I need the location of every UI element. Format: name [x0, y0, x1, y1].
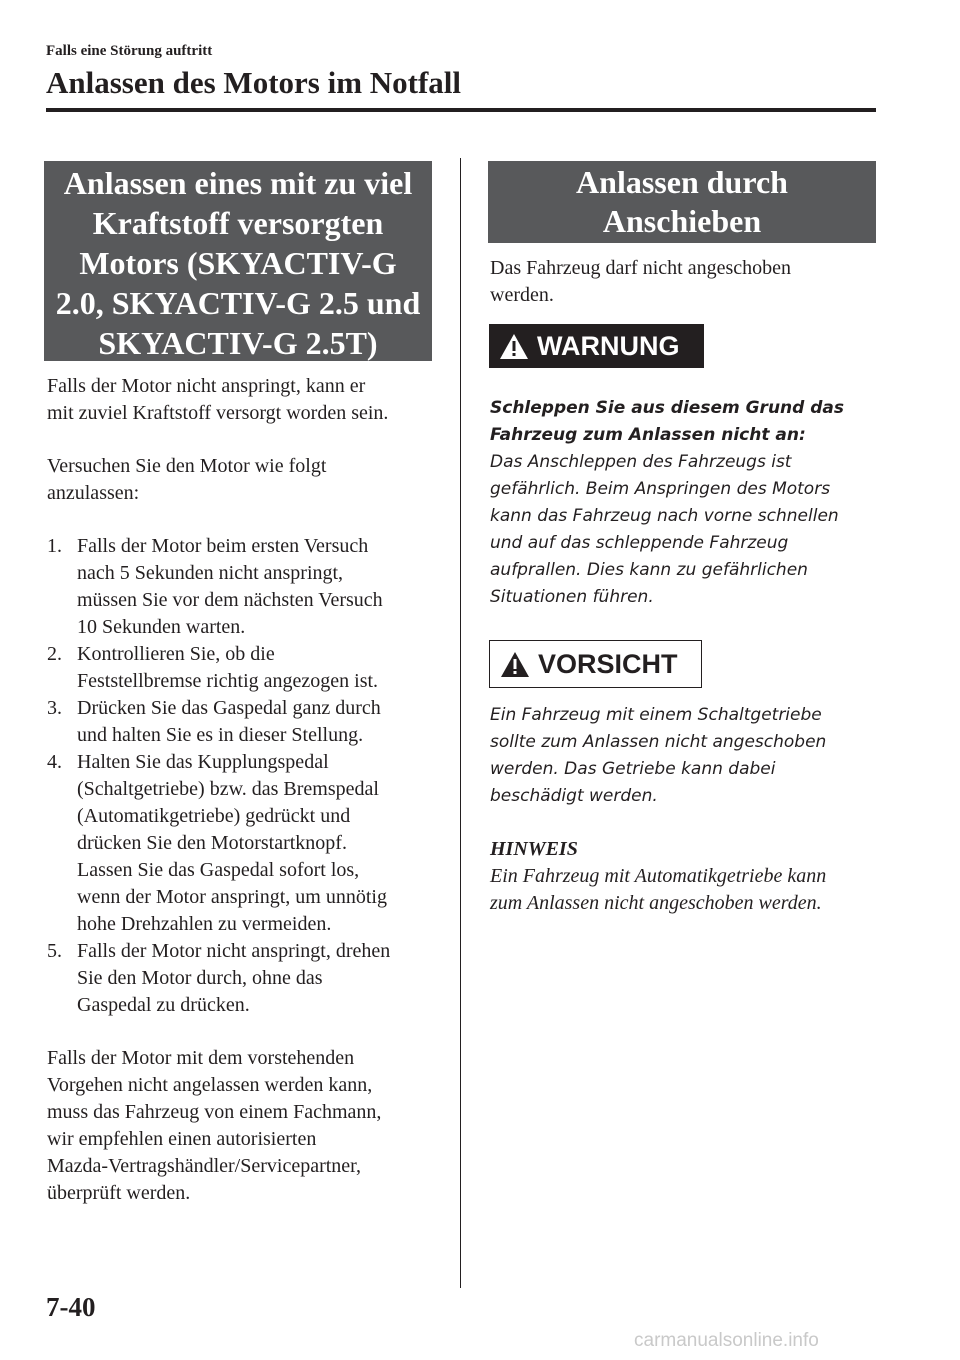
page-number: 7-40 [46, 1292, 96, 1322]
text-line: und auf das schleppende Fahrzeug [490, 533, 789, 553]
text-line: Ein Fahrzeug mit einem Schaltgetriebe [490, 705, 822, 725]
text-line: 10 Sekunden warten. [77, 616, 246, 638]
step-item [47, 938, 447, 1019]
text-line: Falls der Motor nicht anspringt, kann er [47, 375, 366, 397]
intro-paragraph [490, 255, 882, 309]
text-line: Halten Sie das Kupplungspedal [77, 751, 329, 773]
intro-paragraph [47, 373, 447, 427]
heading-line: Motors (SKYACTIV-G [79, 245, 397, 281]
note-block [490, 836, 882, 917]
heading-line: Anschieben [602, 203, 762, 239]
step-number: 3. [47, 697, 62, 719]
caution-triangle-icon [500, 651, 530, 678]
text-line: Sie den Motor durch, ohne das [77, 967, 323, 989]
text-line: Vorgehen nicht angelassen werden kann, [47, 1074, 373, 1096]
step-text [77, 938, 447, 1019]
step-item [47, 695, 447, 749]
column-divider [460, 158, 461, 1288]
step-text [77, 749, 447, 938]
text-line: (Automatikgetriebe) gedrückt und [77, 805, 351, 827]
step-number: 1. [47, 535, 62, 557]
text-line: überprüft werden. [47, 1182, 191, 1204]
text-line: nach 5 Sekunden nicht anspringt, [77, 562, 344, 584]
text-line: sollte zum Anlassen nicht angeschoben [490, 732, 827, 752]
left-column [47, 373, 447, 1207]
text-line: Ein Fahrzeug mit Automatikgetriebe kann [490, 865, 827, 887]
step-text [77, 641, 447, 695]
warning-triangle-icon [499, 333, 529, 360]
step-number: 4. [47, 751, 62, 773]
text-line: hohe Drehzahlen zu vermeiden. [77, 913, 332, 935]
text-line: Lassen Sie das Gaspedal sofort los, [77, 859, 360, 881]
text-line: Falls der Motor nicht anspringt, drehen [77, 940, 391, 962]
step-item [47, 749, 447, 938]
text-line: Mazda-Vertragshändler/Servicepartner, [47, 1155, 362, 1177]
header-rule [46, 108, 876, 112]
text-line: wenn der Motor anspringt, um unnötig [77, 886, 387, 908]
text-line: zum Anlassen nicht angeschoben werden. [490, 892, 822, 914]
text-line: Feststellbremse richtig angezogen ist. [77, 670, 379, 692]
text-line: werden. Das Getriebe kann dabei [490, 759, 776, 779]
caution-text [490, 702, 870, 810]
section-heading-flooded-engine [44, 161, 432, 361]
instruction-paragraph [47, 453, 447, 507]
text-line: Das Fahrzeug darf nicht angeschoben [490, 257, 791, 279]
text-line: und halten Sie es in dieser Stellung. [77, 724, 364, 746]
warning-text [490, 395, 870, 611]
heading-line: Kraftstoff versorgten [92, 205, 384, 241]
heading-line: SKYACTIV-G 2.5T) [98, 325, 378, 361]
caution-badge [489, 640, 702, 688]
text-line: muss das Fahrzeug von einem Fachmann, [47, 1101, 382, 1123]
section-heading-push-start [488, 161, 876, 243]
watermark: carmanualsonline.info [634, 1330, 819, 1351]
warning-body [490, 449, 870, 611]
text-line: Falls der Motor beim ersten Versuch [77, 535, 369, 557]
warning-badge [489, 324, 704, 368]
text-line: gefährlich. Beim Anspringen des Motors [490, 479, 831, 499]
heading-line: 2.0, SKYACTIV-G 2.5 und [55, 285, 421, 321]
text-line: (Schaltgetriebe) bzw. das Bremspedal [77, 778, 379, 800]
text-line: Das Anschleppen des Fahrzeugs ist [490, 452, 792, 472]
note-body [490, 863, 882, 917]
warning-label: WARNUNG [537, 330, 680, 361]
step-number: 5. [47, 940, 62, 962]
text-line: Versuchen Sie den Motor wie folgt [47, 455, 327, 477]
text-line: Fahrzeug zum Anlassen nicht an: [490, 425, 806, 445]
text-line: wir empfehlen einen autorisierten [47, 1128, 317, 1150]
text-line: drücken Sie den Motorstartknopf. [77, 832, 347, 854]
step-item [47, 641, 447, 695]
heading-line: Anlassen eines mit zu viel [63, 165, 413, 201]
heading-line: Anlassen durch [576, 164, 788, 200]
step-item [47, 533, 447, 641]
right-column-intro [490, 255, 882, 309]
caution-label: VORSICHT [538, 648, 678, 679]
text-line: beschädigt werden. [490, 786, 658, 806]
text-line: mit zuviel Kraftstoff versorgt worden sein. [47, 402, 389, 424]
text-line: Situationen führen. [490, 587, 654, 607]
text-line: müssen Sie vor dem nächsten Versuch [77, 589, 383, 611]
step-text [77, 695, 447, 749]
text-line: werden. [490, 284, 554, 306]
closing-paragraph [47, 1045, 447, 1207]
header [46, 42, 876, 104]
warning-lead [490, 395, 870, 449]
page-title: Anlassen des Motors im Notfall [46, 65, 462, 100]
step-text [77, 533, 447, 641]
section-label: Falls eine Störung auftritt [46, 43, 213, 59]
note-title: HINWEIS [490, 838, 578, 860]
text-line: Schleppen Sie aus diesem Grund das [490, 398, 844, 418]
step-number: 2. [47, 643, 62, 665]
steps-list [47, 533, 447, 1019]
text-line: Drücken Sie das Gaspedal ganz durch [77, 697, 381, 719]
text-line: Gaspedal zu drücken. [77, 994, 250, 1016]
text-line: anzulassen: [47, 482, 140, 504]
text-line: Kontrollieren Sie, ob die [77, 643, 275, 665]
text-line: aufprallen. Dies kann zu gefährlichen [490, 560, 808, 580]
text-line: kann das Fahrzeug nach vorne schnellen [490, 506, 839, 526]
text-line: Falls der Motor mit dem vorstehenden [47, 1047, 355, 1069]
